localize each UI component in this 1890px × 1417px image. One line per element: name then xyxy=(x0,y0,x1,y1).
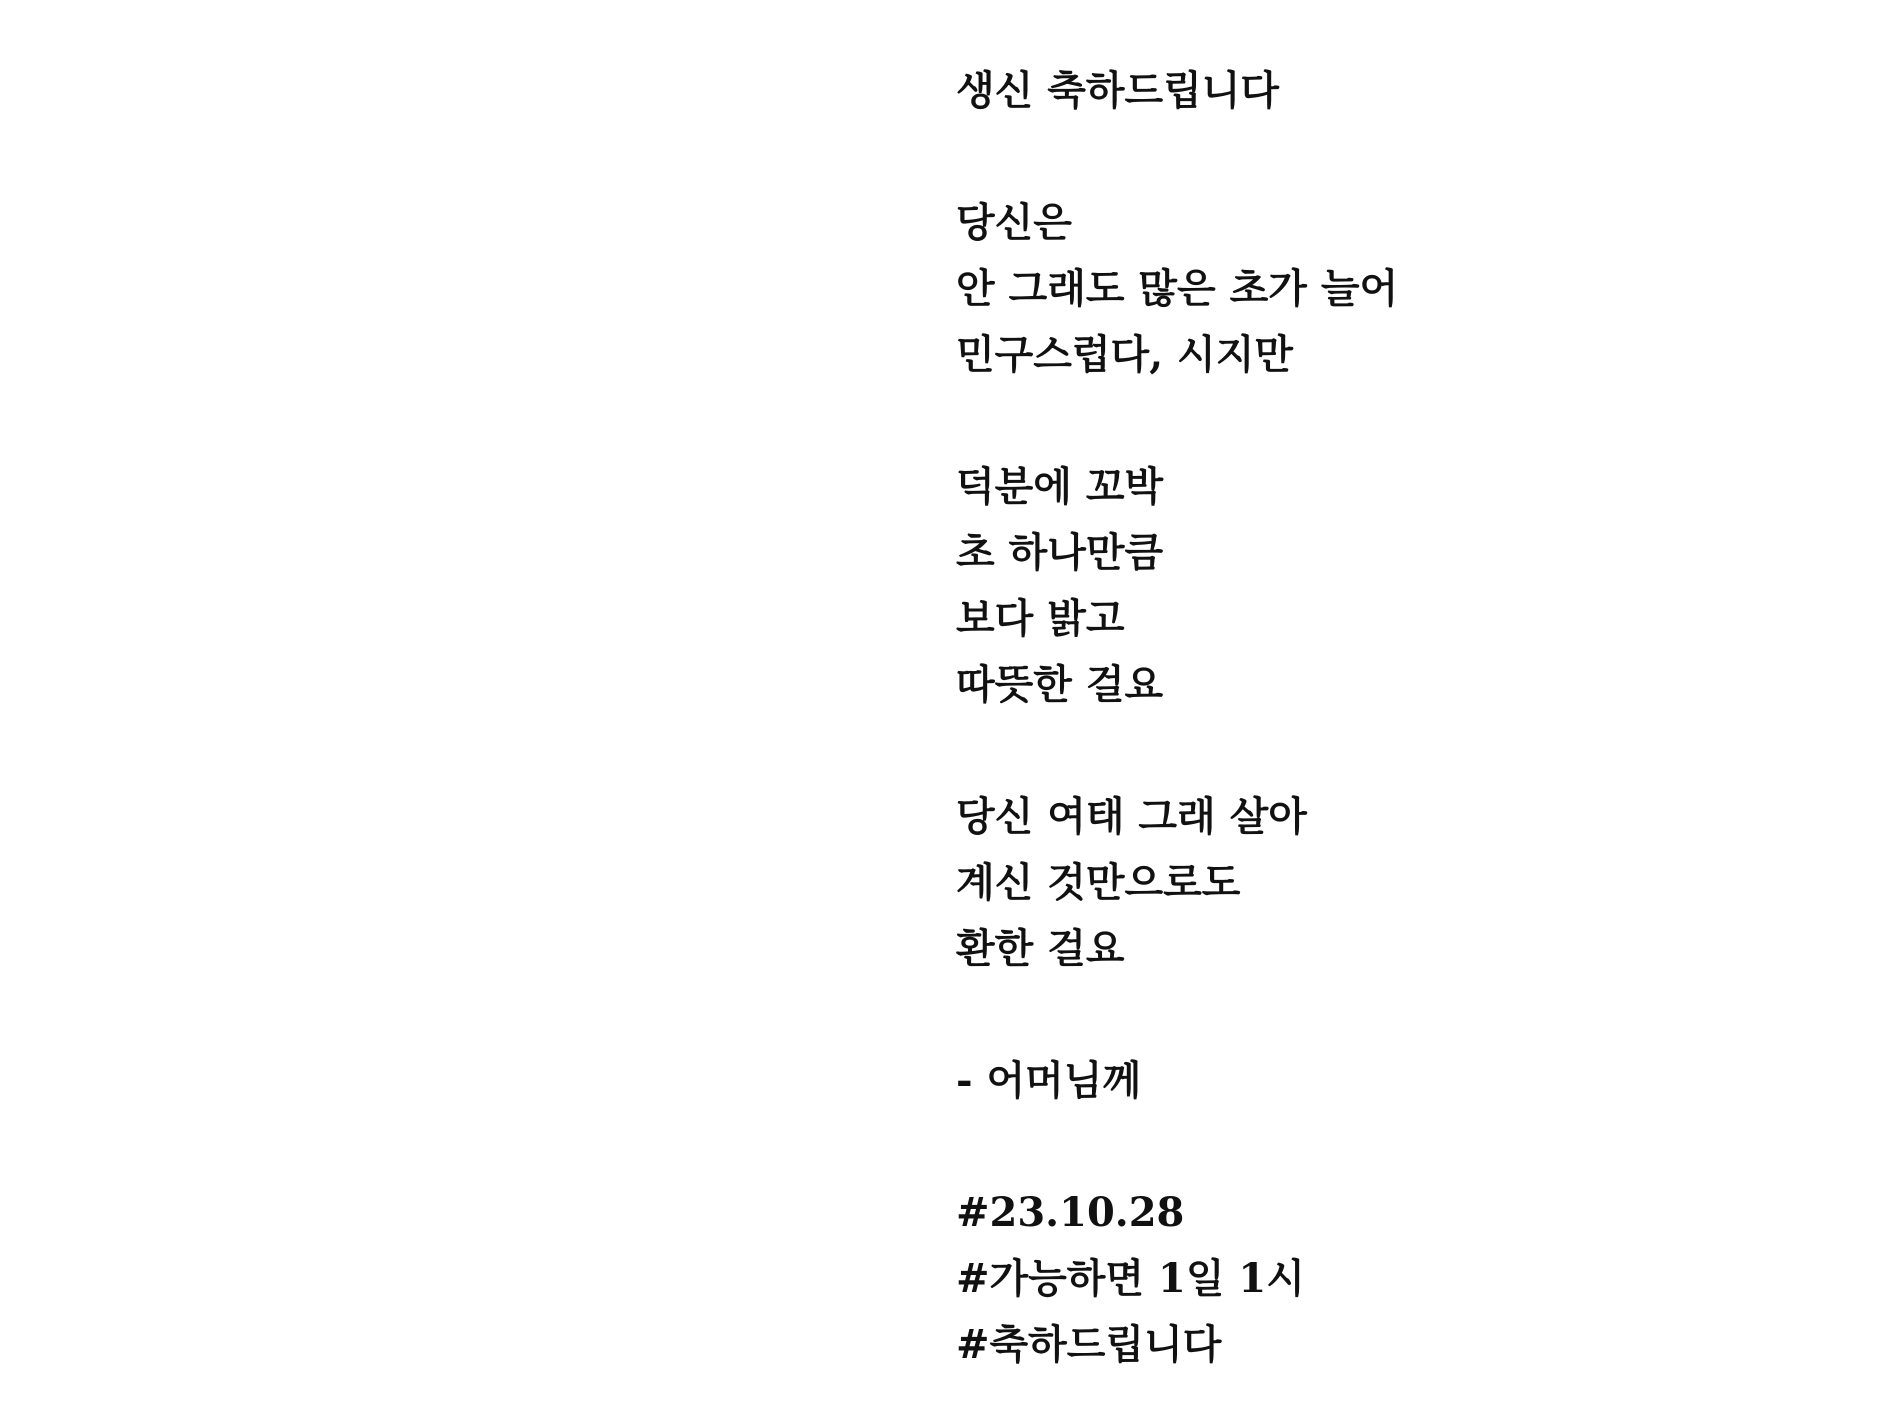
stanza-gap xyxy=(956,388,1836,454)
poem-line: 초 하나만큼 xyxy=(956,529,1164,576)
poem-body xyxy=(956,58,1836,1378)
stanza-gap xyxy=(956,1114,1836,1180)
poem-line: 계신 것만으로도 xyxy=(956,859,1241,906)
poem-line: 당신 여태 그래 살아 xyxy=(956,793,1307,840)
stanza-gap xyxy=(956,718,1836,784)
poem-line: 따뜻한 걸요 xyxy=(956,661,1164,708)
poem-line: 환한 걸요 xyxy=(956,925,1125,972)
stanza-gap xyxy=(956,124,1836,190)
poem-line: 당신은 xyxy=(956,199,1072,246)
poem-line: 보다 밝고 xyxy=(956,595,1125,642)
poem-line: 덕분에 꼬박 xyxy=(956,463,1164,510)
hashtag-congrats: #축하드립니다 xyxy=(956,1321,1222,1368)
poem-line: 민구스럽다, 시지만 xyxy=(956,331,1293,378)
stanza-gap xyxy=(956,982,1836,1048)
poem-title: 생신 축하드립니다 xyxy=(956,67,1280,114)
poem-line: 안 그래도 많은 초가 늘어 xyxy=(956,265,1399,312)
hashtag-date: #23.10.28 xyxy=(956,1189,1185,1236)
dedication: - 어머님께 xyxy=(956,1057,1142,1104)
hashtag-series: #가능하면 1일 1시 xyxy=(956,1255,1305,1302)
